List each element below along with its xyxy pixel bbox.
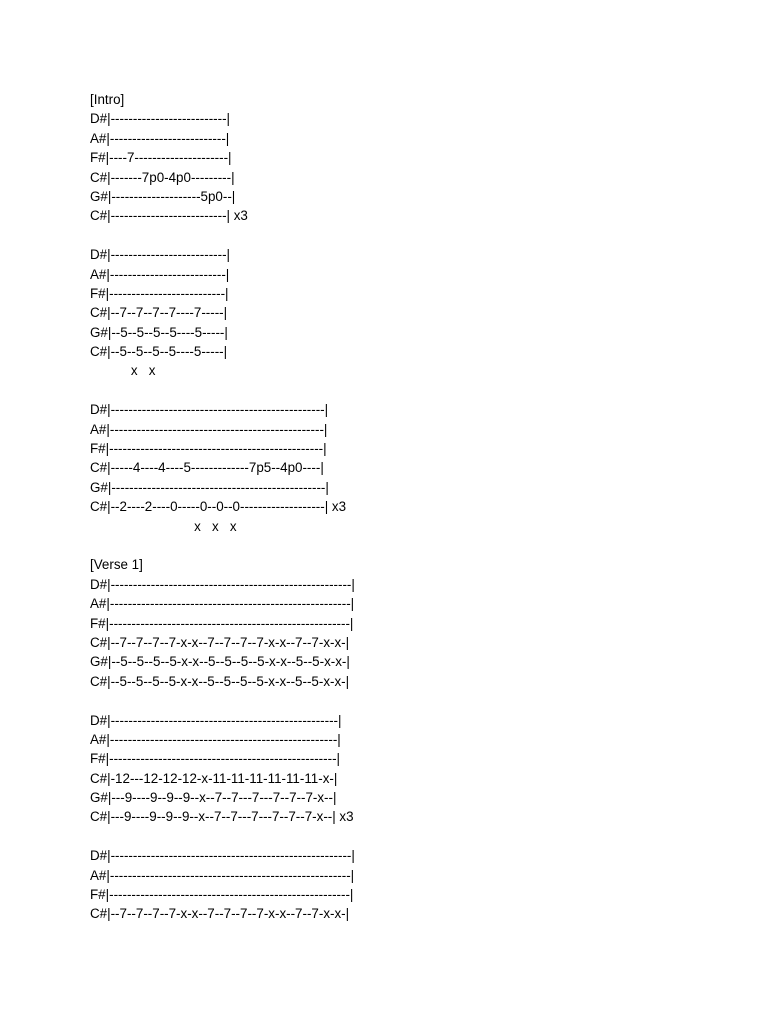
tab-line: D#|------------------------------------------------------| xyxy=(90,848,355,864)
tab-line: F#|------------------------------------------------------| xyxy=(90,615,354,631)
tab-line: C#|--7--7--7--7-x-x--7--7--7--7-x-x--7--7-x-x-| xyxy=(90,906,350,922)
section-heading-intro: [Intro] xyxy=(90,92,125,107)
tab-line: A#|--------------------------| xyxy=(90,130,230,146)
tab-line: C#|-12---12-12-12-x-11-11-11-11-11-11-x-| xyxy=(90,770,338,786)
tab-line: A#|------------------------------------------------| xyxy=(90,421,328,437)
tab-line: F#|------------------------------------------------| xyxy=(90,441,327,457)
tab-line: D#|---------------------------------------------------| xyxy=(90,712,342,728)
tab-line: G#|---9----9--9--9--x--7--7---7---7--7--7-x--| xyxy=(90,790,337,806)
tab-line: G#|--5--5--5--5-x-x--5--5--5--5-x-x--5--5-x-x-| xyxy=(90,654,350,670)
tab-line: C#|--7--7--7--7----7-----| xyxy=(90,305,228,321)
blank-line xyxy=(90,226,730,245)
blank-line xyxy=(90,381,730,400)
blank-line xyxy=(90,827,730,846)
mute-marks-line: x x xyxy=(90,363,156,379)
tab-line: C#|--5--5--5--5----5-----| xyxy=(90,344,228,360)
tab-line: F#|---------------------------------------------------| xyxy=(90,751,341,767)
tab-line: G#|--------------------5p0--| xyxy=(90,188,236,204)
tab-line: C#|--5--5--5--5-x-x--5--5--5--5-x-x--5--5-x-x-| xyxy=(90,673,350,689)
tab-line: C#|-------7p0-4p0---------| xyxy=(90,169,235,185)
tab-line: G#|--5--5--5--5----5-----| xyxy=(90,324,228,340)
tab-line: C#|--------------------------| x3 xyxy=(90,208,248,224)
tab-document xyxy=(90,90,730,924)
tab-line: F#|--------------------------| xyxy=(90,285,229,301)
section-heading-verse-1: [Verse 1] xyxy=(90,557,143,573)
blank-line xyxy=(90,691,730,710)
tab-line: C#|---9----9--9--9--x--7--7---7---7--7--7-x--| x3 xyxy=(90,809,354,825)
tab-line: C#|--7--7--7--7-x-x--7--7--7--7-x-x--7--7-x-x-| xyxy=(90,634,350,650)
tab-line: G#|------------------------------------------------| xyxy=(90,479,329,495)
tab-line: F#|------------------------------------------------------| xyxy=(90,887,354,903)
tab-line: D#|--------------------------| xyxy=(90,111,231,127)
blank-line xyxy=(90,536,730,555)
tab-line: C#|--2----2----0-----0--0--0-------------------| x3 xyxy=(90,499,347,515)
tab-line: D#|------------------------------------------------| xyxy=(90,402,329,418)
mute-marks-line: x x x xyxy=(90,518,237,534)
tab-line: A#|------------------------------------------------------| xyxy=(90,596,355,612)
tab-line: D#|------------------------------------------------------| xyxy=(90,576,355,592)
tab-line: A#|---------------------------------------------------| xyxy=(90,731,341,747)
tab-line: D#|--------------------------| xyxy=(90,247,231,263)
tab-line: C#|-----4----4----5-------------7p5--4p0----| xyxy=(90,460,324,476)
tab-line: F#|----7---------------------| xyxy=(90,150,232,166)
tab-line: A#|------------------------------------------------------| xyxy=(90,867,355,883)
tab-line: A#|--------------------------| xyxy=(90,266,230,282)
